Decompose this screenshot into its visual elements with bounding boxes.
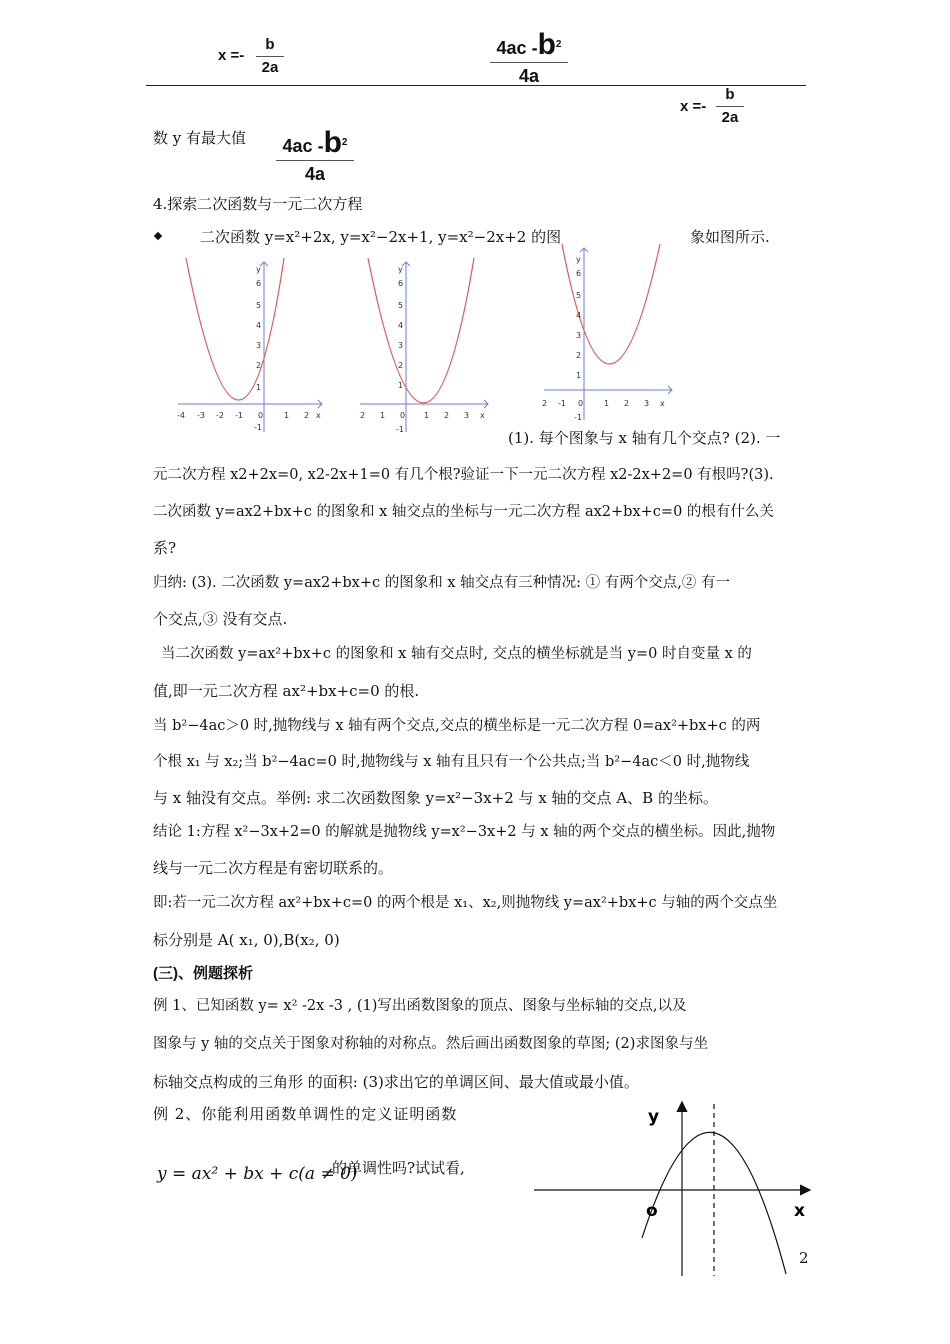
tick-x: 0	[258, 411, 264, 420]
tick-x: 0	[578, 399, 584, 408]
tick-y: 3	[256, 341, 262, 350]
example-2-formula: y = ax² + bx + c(a ≠ 0)	[157, 1164, 358, 1184]
discriminant-line-3: 与 x 轴没有交点。举例: 求二次函数图象 y=x²−3x+2 与 x 轴的交点 A、B 的坐标。	[153, 789, 718, 807]
tick-y: 2	[576, 351, 582, 360]
discriminant-line-2: 个根 x₁ 与 x₂;当 b²−4ac=0 时,抛物线与 x 轴有且只有一个公共点;当 b²−4ac＜0 时,抛物线	[153, 754, 750, 770]
tick-y: 2	[398, 361, 404, 370]
parabola-curve	[368, 258, 474, 403]
example-1-line-2: 图象与 y 轴的交点关于图象对称轴的对称点。然后画出函数图象的草图; (2)求图象与坐	[153, 1036, 708, 1052]
tick-x: 3	[464, 411, 470, 420]
vertex-x-right-prefix: x =-	[680, 98, 707, 115]
definition-line-1: 当二次函数 y=ax²+bx+c 的图象和 x 轴有交点时, 交点的横坐标就是当 y=0 时自变量 x 的	[161, 646, 752, 662]
tick-x: -3	[197, 411, 205, 420]
vertex-x-left-prefix: x =-	[218, 47, 245, 64]
tick-y: 3	[576, 331, 582, 340]
vertex-x-left-fraction: b 2a	[256, 36, 284, 77]
definition-line-2: 值,即一元二次方程 ax²+bx+c=0 的根.	[153, 682, 420, 700]
tick-y: 4	[398, 321, 404, 330]
tick-x: 1	[380, 411, 386, 420]
max-value-fraction: 4ac $-b^2$ 4a	[276, 128, 354, 185]
tick-y: 1	[256, 383, 262, 392]
discriminant-line-1: 当 b²−4ac＞0 时,抛物线与 x 轴有两个交点,交点的横坐标是一元二次方程 0=ax²+bx+c 的两	[153, 718, 761, 734]
tick-x: 1	[424, 411, 430, 420]
extreme-value-fraction-top: 4ac $-b^2$ 4a	[490, 30, 568, 87]
x-axis-label: x	[794, 1201, 805, 1221]
section-3-heading: (三)、例题探析	[153, 965, 253, 982]
tick-x: 2	[360, 411, 366, 420]
tick-x: 2	[542, 399, 548, 408]
summary-line-2: 个交点,③ 没有交点.	[153, 610, 288, 628]
section-4-title: 4.探索二次函数与一元二次方程	[153, 195, 363, 213]
implication-line-2: 标分别是 A( x₁, 0),B(x₂, 0)	[153, 931, 340, 949]
tick-y: -1	[254, 423, 262, 432]
origin-label: o	[646, 1201, 658, 1221]
tick-x: -1	[235, 411, 243, 420]
y-axis-label: y	[398, 265, 403, 274]
top-horizontal-rule	[146, 85, 806, 86]
graph-x2-minus-2x-plus-1	[356, 252, 496, 436]
conclusion-line-2: 线与一元二次方程是有密切联系的。	[153, 859, 394, 877]
tick-x: -2	[216, 411, 224, 420]
x-axis-label: x	[316, 411, 321, 420]
parabola-curve	[186, 258, 284, 400]
tick-y: 6	[398, 279, 404, 288]
implication-line-1: 即:若一元二次方程 ax²+bx+c=0 的两个根是 x₁、x₂,则抛物线 y=ax²+bx+c 与轴的两个交点坐	[153, 895, 778, 911]
page-number: 2	[799, 1249, 809, 1267]
tick-y: 5	[398, 301, 404, 310]
question-line-4: 系?	[153, 539, 177, 557]
tick-y: -1	[574, 413, 582, 422]
tick-y: 6	[256, 279, 262, 288]
tick-y: 1	[398, 381, 404, 390]
tick-y: 2	[256, 361, 262, 370]
tick-x: 3	[644, 399, 650, 408]
max-value-text: 数 y 有最大值	[153, 129, 247, 147]
summary-line-1: 归纳: (3). 二次函数 y=ax2+bx+c 的图象和 x 轴交点有三种情况: ① 有两个交点,② 有一	[153, 575, 730, 591]
question-line-2: 元二次方程 x2+2x=0, x2-2x+1=0 有几个根?验证一下一元二次方程 x2-2x+2=0 有根吗?(3).	[153, 467, 774, 483]
conclusion-line-1: 结论 1:方程 x²−3x+2=0 的解就是抛物线 y=x²−3x+2 与 x 轴的两个交点的横坐标。因此,抛物	[153, 824, 776, 840]
tick-x: 2	[624, 399, 630, 408]
tick-y: 3	[398, 341, 404, 350]
tick-y: 4	[256, 321, 262, 330]
question-line-1: (1). 每个图象与 x 轴有几个交点? (2). 一	[508, 429, 781, 447]
vertex-x-right-fraction: b 2a	[716, 86, 744, 127]
x-axis-label: x	[480, 411, 485, 420]
bullet-text-a: 二次函数 y=x²+2x, y=x²−2x+1, y=x²−2x+2 的图	[200, 228, 562, 246]
downward-parabola-sketch	[530, 1098, 820, 1278]
x-axis-label: x	[660, 399, 665, 408]
tick-x: 1	[604, 399, 610, 408]
example-1-line-1: 例 1、已知函数 y= x² -2x -3 , (1)写出函数图象的顶点、图象与坐标轴的交点,以及	[153, 998, 687, 1014]
tick-y: 1	[576, 371, 582, 380]
tick-y: 5	[256, 301, 262, 310]
tick-y: 6	[576, 269, 582, 278]
y-axis-label: y	[256, 265, 261, 274]
tick-x: 0	[400, 411, 406, 420]
example-2-line-1: 例 2、你能利用函数单调性的定义证明函数	[153, 1105, 458, 1123]
tick-x: 2	[304, 411, 310, 420]
bullet-text-b: 象如图所示.	[690, 228, 770, 246]
question-line-3: 二次函数 y=ax2+bx+c 的图象和 x 轴交点的坐标与一元二次方程 ax2+bx+c=0 的根有什么关	[153, 504, 774, 520]
tick-x: 1	[284, 411, 290, 420]
tick-x: -4	[177, 411, 185, 420]
tick-y: 4	[576, 311, 582, 320]
y-axis-label: y	[576, 255, 581, 264]
tick-x: 2	[444, 411, 450, 420]
example-1-line-3: 标轴交点构成的三角形 的面积: (3)求出它的单调区间、最大值或最小值。	[153, 1073, 639, 1091]
tick-y: -1	[396, 425, 404, 434]
tick-y: 5	[576, 291, 582, 300]
graph-x2-minus-2x-plus-2	[540, 244, 680, 424]
tick-x: -1	[558, 399, 566, 408]
y-axis-label: y	[648, 1107, 660, 1127]
graph-x2-plus-2x	[172, 252, 332, 436]
example-2-line-2: 的单调性吗?试试看,	[332, 1159, 465, 1177]
bullet-diamond-icon	[154, 232, 162, 240]
